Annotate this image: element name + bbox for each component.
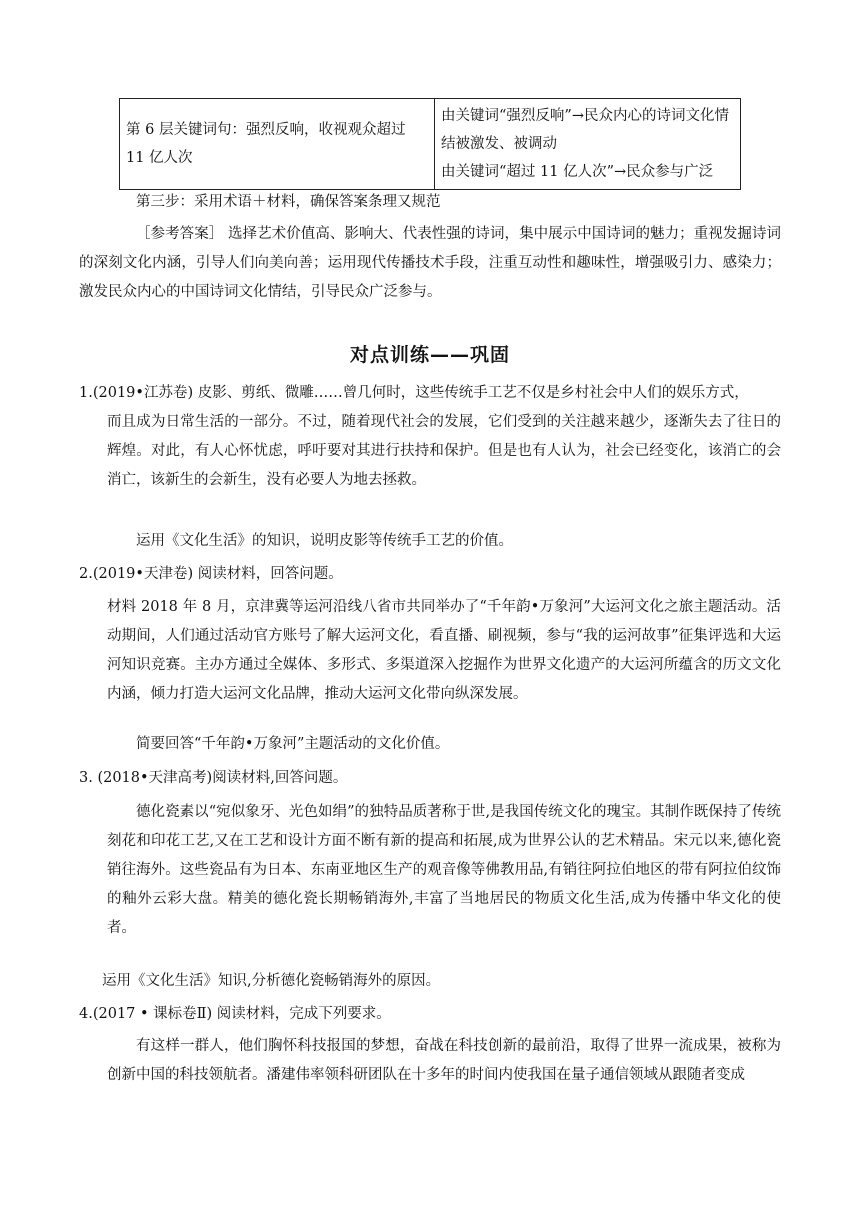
question-3-task: 运用《文化生活》知识,分析德化瓷畅销海外的原因。 (102, 973, 441, 989)
analysis-line: 由关键词“超过 11 亿人次”→民众参与广泛 (441, 164, 714, 180)
table-row (120, 99, 741, 190)
question-2-head: 2.(2019•天津卷) 阅读材料，回答问题。 (79, 566, 343, 582)
question-4-head: 4.(2017 • 课标卷Ⅱ) 阅读材料，完成下列要求。 (79, 1006, 391, 1022)
analysis-line: 由关键词“强烈反响”→民众内心的诗词文化情结被激发、被调动 (441, 108, 729, 152)
question-3-body: 德化瓷素以“宛似象牙、光色如绢”的独特品质著称于世,是我国传统文化的瑰宝。其制作既保持了传统刻花和印花工艺,又在工艺和设计方面不断有新的提高和拓展,成为世界公认的艺术精品。宋元以来,德化瓷销往海外。这些瓷品有为日本、东南亚地区生产的观音像等佛教用品,有销往阿拉伯地区的带有阿拉伯纹饰的釉外云彩大盘。精美的德化瓷长期畅销海外,丰富了当地居民的物质文化生活,成为传播中华文化的使者。 (107, 804, 781, 936)
step-three-text: 第三步：采用术语＋材料，确保答案条理又规范 (136, 194, 441, 210)
table-cell-analysis (435, 99, 741, 190)
table-cell-keyword: 第 6 层关键词句：强烈反响，收视观众超过 11 亿人次 (120, 99, 435, 190)
question-2-material: 材料 2018 年 8 月，京津冀等运河沿线八省市共同举办了“千年韵•万象河”大运河文化之旅主题活动。活动期间，人们通过活动官方账号了解大运河文化，看直播、刷视频，参与“我的运河故事”征集评选和大运河知识竞赛。主办方通过全媒体、多形式、多渠道深入挖掘作为世界文化遗产的大运河所蕴含的历文文化内涵，倾力打造大运河文化品牌，推动大运河文化带向纵深发展。 (107, 599, 781, 702)
question-1-head: 1.(2019•江苏卷) 皮影、剪纸、微雕……曾几何时，这些传统手工艺不仅是乡村社会中人们的娱乐方式， (79, 385, 749, 401)
question-3-head: 3. (2018•天津高考)阅读材料,回答问题。 (79, 770, 348, 786)
question-4-body: 有这样一群人，他们胸怀科技报国的梦想，奋战在科技创新的最前沿，取得了世界一流成果，被称为创新中国的科技领航者。潘建伟率领科研团队在十多年的时间内使我国在量子通信领域从跟随者变成 (107, 1038, 781, 1083)
keyword-analysis-table (119, 98, 741, 190)
reference-answer: ［参考答案］ 选择艺术价值高、影响大、代表性强的诗词，集中展示中国诗词的魅力；重视发掘诗词的深刻文化内涵，引导人们向美向善；运用现代传播技术手段，注重互动性和趣味性，增强吸引力、感染力；激发民众内心的中国诗词文化情结，引导民众广泛参与。 (79, 226, 781, 300)
question-1-body: 而且成为日常生活的一部分。不过，随着现代社会的发展，它们受到的关注越来越少，逐渐失去了往日的辉煌。对此，有人心怀忧虑，呼吁要对其进行扶持和保护。但是也有人认为，社会已经变化，该消亡的会消亡，该新生的会新生，没有必要人为地去拯救。 (107, 414, 781, 488)
question-2-task: 简要回答“千年韵•万象河”主题活动的文化价值。 (136, 736, 450, 752)
section-title: 对点训练——巩固 (349, 344, 510, 366)
question-1-task: 运用《文化生活》的知识，说明皮影等传统手工艺的价值。 (136, 533, 513, 549)
